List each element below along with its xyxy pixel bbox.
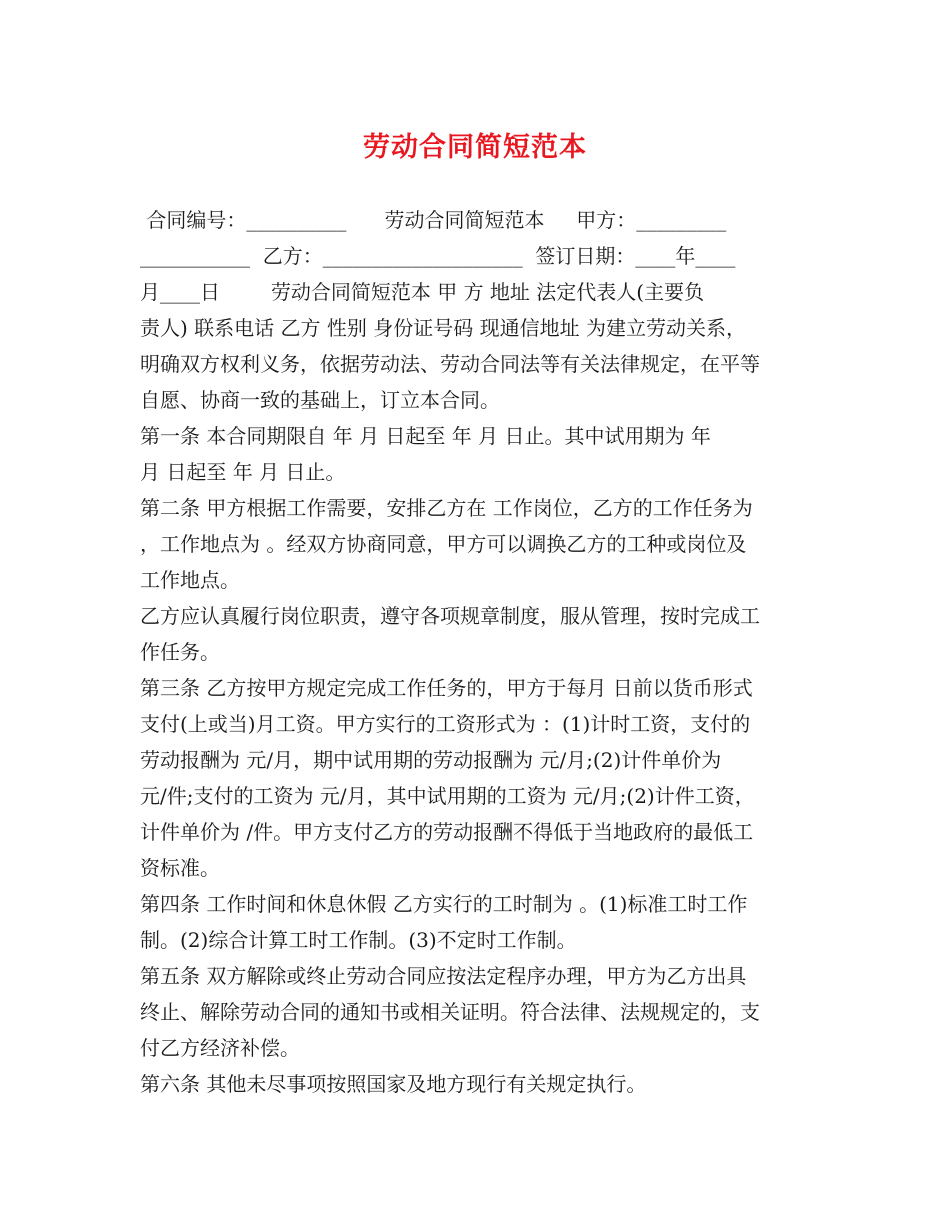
body-line: 月 日起至 年 月 日止。 [140,460,346,484]
document-body [140,202,820,1102]
body-line: ___________ 乙方：____________________ 签订日期：____年____ [140,244,736,268]
body-line: 明确双方权利义务，依据劳动法、劳动合同法等有关法律规定，在平等 [140,352,760,376]
body-line: 责人) 联系电话 乙方 性别 身份证号码 现通信地址 为建立劳动关系， [140,316,746,340]
body-line: 终止、解除劳动合同的通知书或相关证明。符合法律、法规规定的，支 [140,1000,760,1024]
article-2-line: 第二条 甲方根据工作需要，安排乙方在 工作岗位，乙方的工作任务为 [140,496,753,520]
article-4-line: 第四条 工作时间和休息休假 乙方实行的工时制为 。(1)标准工时工作 [140,892,748,916]
article-1-line: 第一条 本合同期限自 年 月 日起至 年 月 日止。其中试用期为 年 [140,424,711,448]
body-line: 自愿、协商一致的基础上，订立本合同。 [140,388,500,412]
article-6-line: 第六条 其他未尽事项按照国家及地方现行有关规定执行。 [140,1072,647,1096]
body-line: 资标准。 [140,856,220,880]
body-line: 乙方应认真履行岗位职责，遵守各项规章制度，服从管理，按时完成工 [140,604,760,628]
article-5-line: 第五条 双方解除或终止劳动合同应按法定程序办理，甲方为乙方出具 [140,964,747,988]
body-line: ，工作地点为 。经双方协商同意，甲方可以调换乙方的工种或岗位及 [140,532,747,556]
body-line: 工作地点。 [140,568,240,592]
body-line: 月____日 劳动合同简短范本 甲 方 地址 法定代表人(主要负 [140,280,705,304]
body-line: 计件单价为 /件。甲方支付乙方的劳动报酬不得低于当地政府的最低工 [140,820,754,844]
document-title: 劳动合同简短范本 [363,132,587,163]
article-3-line: 第三条 乙方按甲方规定完成工作任务的，甲方于每月 日前以货币形式 [140,676,753,700]
body-line: 制。(2)综合计算工时工作制。(3)不定时工作制。 [140,928,577,952]
body-line: 合同编号：__________ 劳动合同简短范本 甲方：_________ [140,208,727,232]
body-line: 付乙方经济补偿。 [140,1036,300,1060]
body-line: 元/件;支付的工资为 元/月，其中试用期的工资为 元/月;(2)计件工资， [140,784,755,808]
body-line: 支付(上或当)月工资。甲方实行的工资形式为 ：(1)计时工资，支付的 [140,712,751,736]
body-line: 劳动报酬为 元/月，期中试用期的劳动报酬为 元/月;(2)计件单价为 [140,748,722,772]
body-line: 作任务。 [140,640,220,664]
